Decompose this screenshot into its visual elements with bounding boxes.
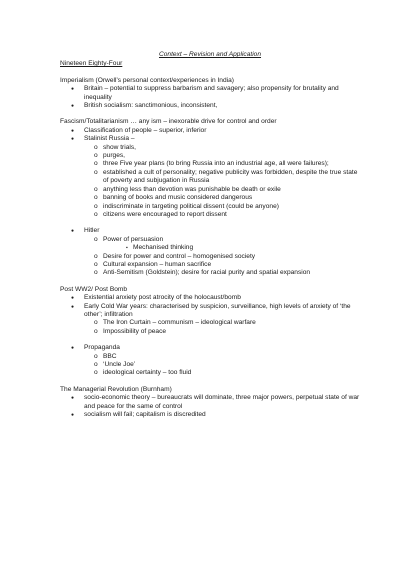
list-item-text: show trials, [103,143,136,151]
section [60,386,360,420]
section-heading: Imperialism (Orwell’s personal context/experiences in India) [60,76,234,84]
list-item [60,261,360,269]
list-item [60,127,360,135]
list-item [60,236,360,253]
bullet-list-level-1 [60,85,360,110]
list-item-text: Britain – potential to suppress barbarism and savagery; also propensity for brutality and inequality [84,85,339,101]
list-item-text: ideological certainty – too fluid [103,369,192,377]
list-item [60,244,360,252]
list-item-text: three Five year plans (to bring Russia into an industrial age, all were failures); [103,160,329,168]
list-item-text: anything less than devotion was punishable be death or exile [103,185,281,193]
list-item [60,211,360,219]
main-heading: Nineteen Eighty-Four [60,60,123,68]
list-item-text: British socialism: sanctimonious, inconsistent, [84,102,218,110]
list-item [60,152,360,160]
list-item-text: Classification of people – superior, inferior [84,126,207,134]
list-item-text: The Iron Curtain – communism – ideological warfare [103,319,256,327]
list-item [60,144,360,152]
list-item [60,186,360,194]
list-item [60,411,360,419]
list-item [60,194,360,202]
section-heading: Fascism/Totalitarianism … any ism – inexorable drive for control and order [60,118,277,126]
list-item-text: Desire for power and control – homogenised society [103,252,256,260]
list-item-text: established a cult of personality; negative publicity was forbidden, despite the true state of poverty and subjugation in Russia [103,168,358,185]
section-heading: Post WW2/ Post Bomb [60,285,128,293]
list-item [60,135,360,219]
list-item-text: BBC [103,352,117,360]
section-heading: The Managerial Revolution (Burnham) [60,385,172,393]
list-item [60,303,360,337]
list-item [60,169,360,186]
list-item-text: citizens were encouraged to report dissent [103,210,227,218]
list-item [60,160,360,168]
spacer [60,219,360,227]
section [60,118,360,277]
list-item [60,319,360,327]
list-item-text: Stalinist Russia – [84,135,135,143]
list-item [60,394,360,411]
list-item-text: indiscriminate in targeting political dissent (could be anyone) [103,202,279,210]
bullet-list-level-2 [60,236,360,278]
list-item-text: ‘Uncle Joe’ [103,361,136,368]
bullet-list-level-3 [60,244,360,252]
list-item-text: Power of persuasion [103,235,164,243]
list-item-text: purges, [103,152,125,160]
list-item-text: Impossibility of peace [103,327,167,335]
sections-container [60,77,360,420]
section [60,286,360,378]
list-item [60,102,360,110]
list-item-text: Propaganda [84,344,120,352]
list-item-text: banning of books and music considered dangerous [103,194,253,202]
list-item [60,294,360,302]
list-item [60,344,360,378]
list-item [60,353,360,361]
list-item-text: Cultural expansion – human sacrifice [103,260,212,268]
bullet-list-level-2 [60,319,360,336]
list-item-text: socialism will fail; capitalism is discredited [84,411,206,419]
list-item-text: socio-economic theory – bureaucrats will dominate, three major powers, perpetual state of war and peace for the same of control [84,394,360,410]
section [60,77,360,111]
list-item [60,369,360,377]
list-item [60,328,360,336]
list-item-text: Existential anxiety post atrocity of the holocaust/bomb [84,294,241,302]
list-item [60,361,360,369]
bullet-list-level-1 [60,294,360,378]
document-title: Context – Revision and Application [158,51,262,58]
list-item [60,227,360,277]
list-item [60,85,360,102]
list-item-text: Hitler [84,227,100,235]
list-item-text: Anti-Semitism (Goldstein); desire for racial purity and spatial expansion [103,269,311,277]
bullet-list-level-1 [60,127,360,278]
bullet-list-level-2 [60,353,360,378]
list-item [60,253,360,261]
list-item [60,203,360,211]
bullet-list-level-1 [60,394,360,419]
list-item-text: Mechanised thinking [133,244,194,252]
list-item-text: Early Cold War years: characterised by suspicion, surveillance, high levels of anxiety of ‘the other’; infiltration [84,302,351,318]
spacer [60,336,360,344]
bullet-list-level-2 [60,144,360,220]
list-item [60,269,360,277]
